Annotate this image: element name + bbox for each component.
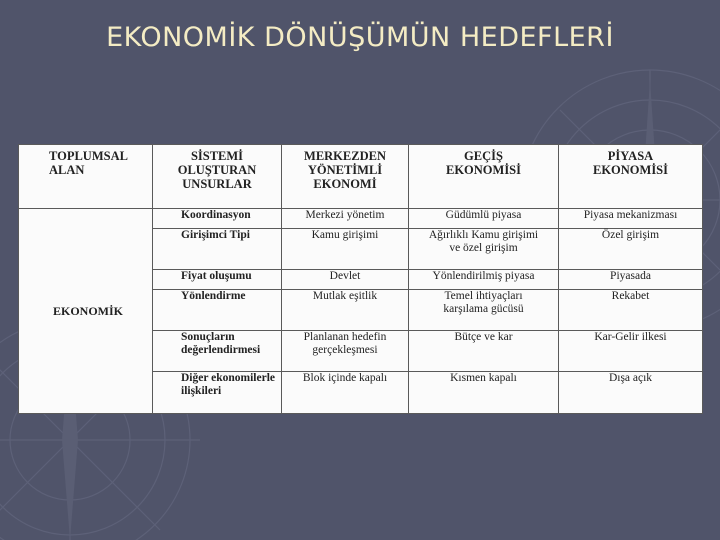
central-economy-cell	[282, 209, 409, 229]
cell-text-line: SİSTEMİ	[190, 149, 244, 163]
slide-title: EKONOMİK DÖNÜŞÜMÜN HEDEFLERİ	[106, 22, 614, 53]
comparison-table	[18, 144, 703, 414]
cell-text-line: GEÇİŞ	[464, 149, 503, 163]
economic-systems-table	[18, 144, 702, 414]
transition-economy-cell	[409, 229, 559, 270]
market-economy-cell	[559, 290, 703, 331]
cell-text-line: Temel ihtiyaçları	[444, 290, 523, 303]
cell-text-line: Mutlak eşitlik	[312, 290, 378, 303]
table-row	[19, 209, 703, 229]
market-economy-cell	[559, 372, 703, 414]
cell-text-line: Dışa açık	[608, 372, 653, 385]
criterion-cell	[153, 330, 282, 372]
criterion-cell	[153, 209, 282, 229]
cell-text-line: Güdümlü piyasa	[445, 209, 522, 221]
header-centrally-planned	[282, 145, 409, 209]
transition-economy-cell	[409, 290, 559, 331]
cell-text-line: EKONOMİSİ	[445, 163, 521, 177]
cell-text-line: gerçekleşmesi	[312, 343, 378, 356]
area-label-cell: EKONOMİK	[19, 209, 153, 414]
criterion-cell	[153, 372, 282, 414]
criterion-cell	[153, 229, 282, 270]
cell-text-line: Kar-Gelir ilkesi	[594, 330, 667, 343]
transition-economy-cell	[409, 330, 559, 372]
cell-text-line: YÖNETİMLİ	[307, 163, 383, 177]
cell-text-line: EKONOMİSİ	[592, 163, 668, 177]
central-economy-cell	[282, 229, 409, 270]
cell-text-line: Özel girişim	[601, 229, 660, 242]
transition-economy-cell	[409, 372, 559, 414]
cell-text-line: Ağırlıklı Kamu girişimi	[428, 229, 539, 242]
cell-text-line: TOPLUMSAL	[49, 149, 128, 163]
header-transition-economy	[409, 145, 559, 209]
central-economy-cell	[282, 372, 409, 414]
cell-text-line: karşılama gücüsü	[443, 303, 524, 316]
cell-text-line: Bütçe ve kar	[454, 330, 513, 343]
cell-text-line: Devlet	[329, 269, 361, 282]
cell-text-line: UNSURLAR	[182, 177, 252, 191]
central-economy-cell	[282, 269, 409, 289]
cell-text-line: değerlendirmesi	[181, 343, 261, 356]
criterion-cell	[153, 290, 282, 331]
cell-text-line: Blok içinde kapalı	[302, 372, 388, 385]
transition-economy-cell	[409, 209, 559, 229]
cell-text-line: MERKEZDEN	[304, 149, 386, 163]
cell-text-line: Girişimci Tipi	[181, 229, 250, 242]
header-system-elements	[153, 145, 282, 209]
cell-text-line: Koordinasyon	[181, 209, 251, 221]
cell-text-line: Planlanan hedefin	[303, 330, 387, 343]
market-economy-cell	[559, 209, 703, 229]
market-economy-cell	[559, 330, 703, 372]
header-social-area	[19, 145, 153, 209]
market-economy-cell	[559, 229, 703, 270]
cell-text-line: PİYASA	[607, 149, 654, 163]
cell-text-line: Kısmen kapalı	[450, 372, 517, 385]
cell-text-line: Piyasa mekanizması	[583, 209, 678, 221]
cell-text-line: ALAN	[49, 163, 85, 177]
cell-text-line: EKONOMİ	[313, 177, 377, 191]
central-economy-cell	[282, 330, 409, 372]
criterion-cell	[153, 269, 282, 289]
cell-text-line: Yönlendirme	[181, 290, 246, 303]
cell-text-line: Merkezi yönetim	[305, 209, 385, 221]
cell-text-line: Yönlendirilmiş piyasa	[432, 269, 535, 282]
central-economy-cell	[282, 290, 409, 331]
header-market-economy	[559, 145, 703, 209]
cell-text-line: Rekabet	[611, 290, 650, 303]
market-economy-cell	[559, 269, 703, 289]
cell-text-line: ve özel girişim	[449, 242, 518, 255]
cell-text-line: OLUŞTURAN	[177, 163, 257, 177]
cell-text-line: ilişkileri	[181, 385, 222, 398]
cell-text-line: Sonuçların	[181, 330, 235, 343]
cell-text-line: Diğer ekonomilerle	[181, 372, 275, 385]
transition-economy-cell	[409, 269, 559, 289]
cell-text-line: Piyasada	[610, 269, 651, 282]
cell-text-line: Kamu girişimi	[311, 229, 379, 242]
table-header-row	[19, 145, 703, 209]
cell-text-line: Fiyat oluşumu	[181, 269, 252, 282]
